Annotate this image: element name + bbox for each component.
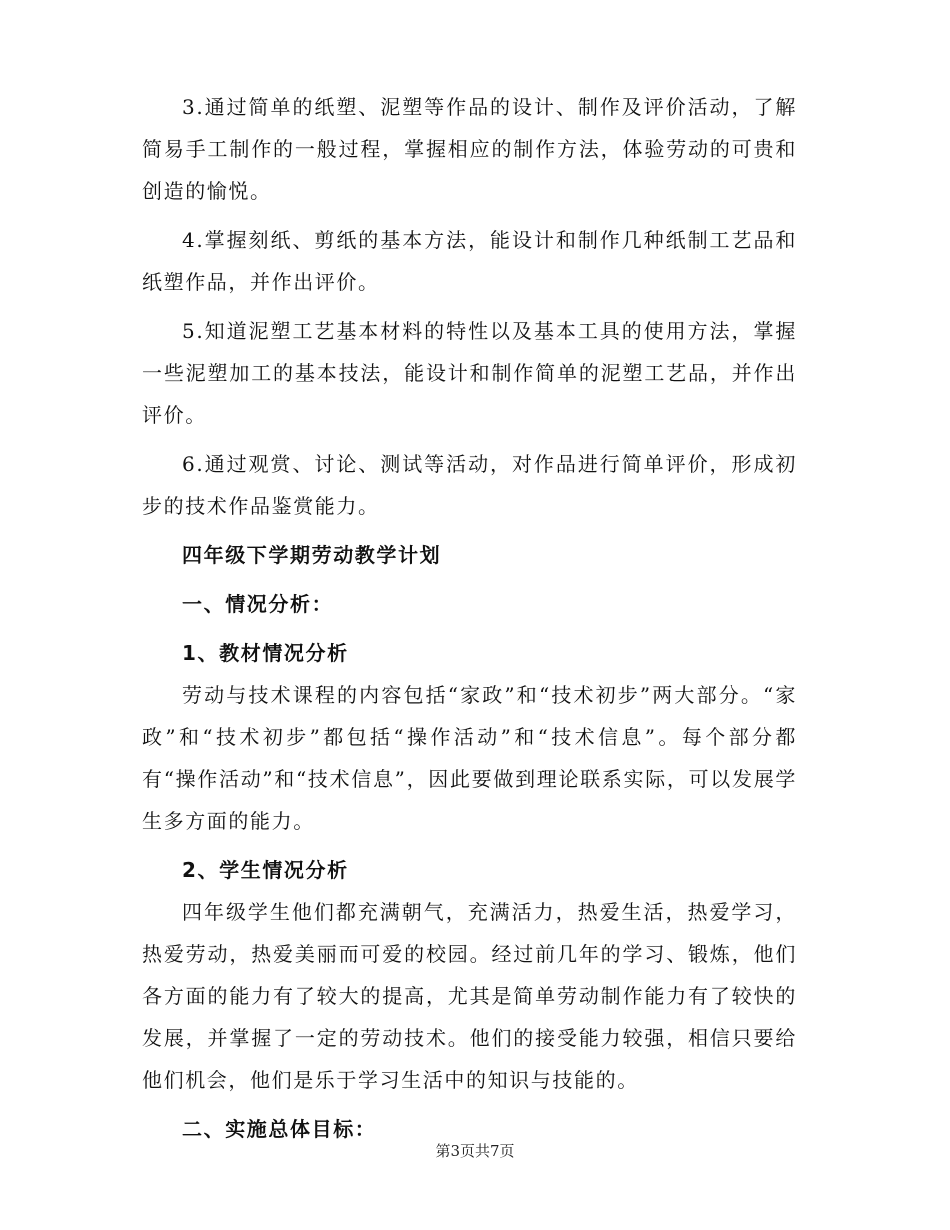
section-title-plan: 四年级下学期劳动教学计划 <box>182 543 442 567</box>
subheading-students: 2、学生情况分析 <box>182 858 349 882</box>
page-number: 第3页共7页 <box>435 1142 515 1160</box>
section-heading-situation: 一、情况分析： <box>182 592 334 616</box>
subheading-textbook: 1、教材情况分析 <box>182 641 349 665</box>
document-body <box>142 86 797 1150</box>
section-heading-goals: 二、实施总体目标： <box>182 1117 377 1141</box>
paragraph-student-analysis: 四年级学生他们都充满朝气，充满活力，热爱生活，热爱学习，热爱劳动，热爱美丽而可爱的校园。经过前几年的学习、锻炼，他们各方面的能力有了较大的提高，尤其是简单劳动制作能力有了较快的发展，并掌握了一定的劳动技术。他们的接受能力较强，相信只要给他们机会，他们是乐于学习生活中的知识与技能的。 <box>142 900 797 1092</box>
paragraph-item-6: 6.通过观赏、讨论、测试等活动，对作品进行简单评价，形成初步的技术作品鉴赏能力。 <box>142 452 797 518</box>
paragraph-item-4: 4.掌握刻纸、剪纸的基本方法，能设计和制作几种纸制工艺品和纸塑作品，并作出评价。 <box>142 228 797 294</box>
paragraph-textbook-analysis: 劳动与技术课程的内容包括“家政”和“技术初步”两大部分。“家政”和“技术初步”都包括“操作活动”和“技术信息”。每个部分都有“操作活动”和“技术信息”，因此要做到理论联系实际，可以发展学生多方面的能力。 <box>142 683 797 833</box>
paragraph-item-3: 3.通过简单的纸塑、泥塑等作品的设计、制作及评价活动，了解简易手工制作的一般过程，掌握相应的制作方法，体验劳动的可贵和创造的愉悦。 <box>142 95 797 203</box>
paragraph-item-5: 5.知道泥塑工艺基本材料的特性以及基本工具的使用方法，掌握一些泥塑加工的基本技法，能设计和制作简单的泥塑工艺品，并作出评价。 <box>142 319 797 427</box>
